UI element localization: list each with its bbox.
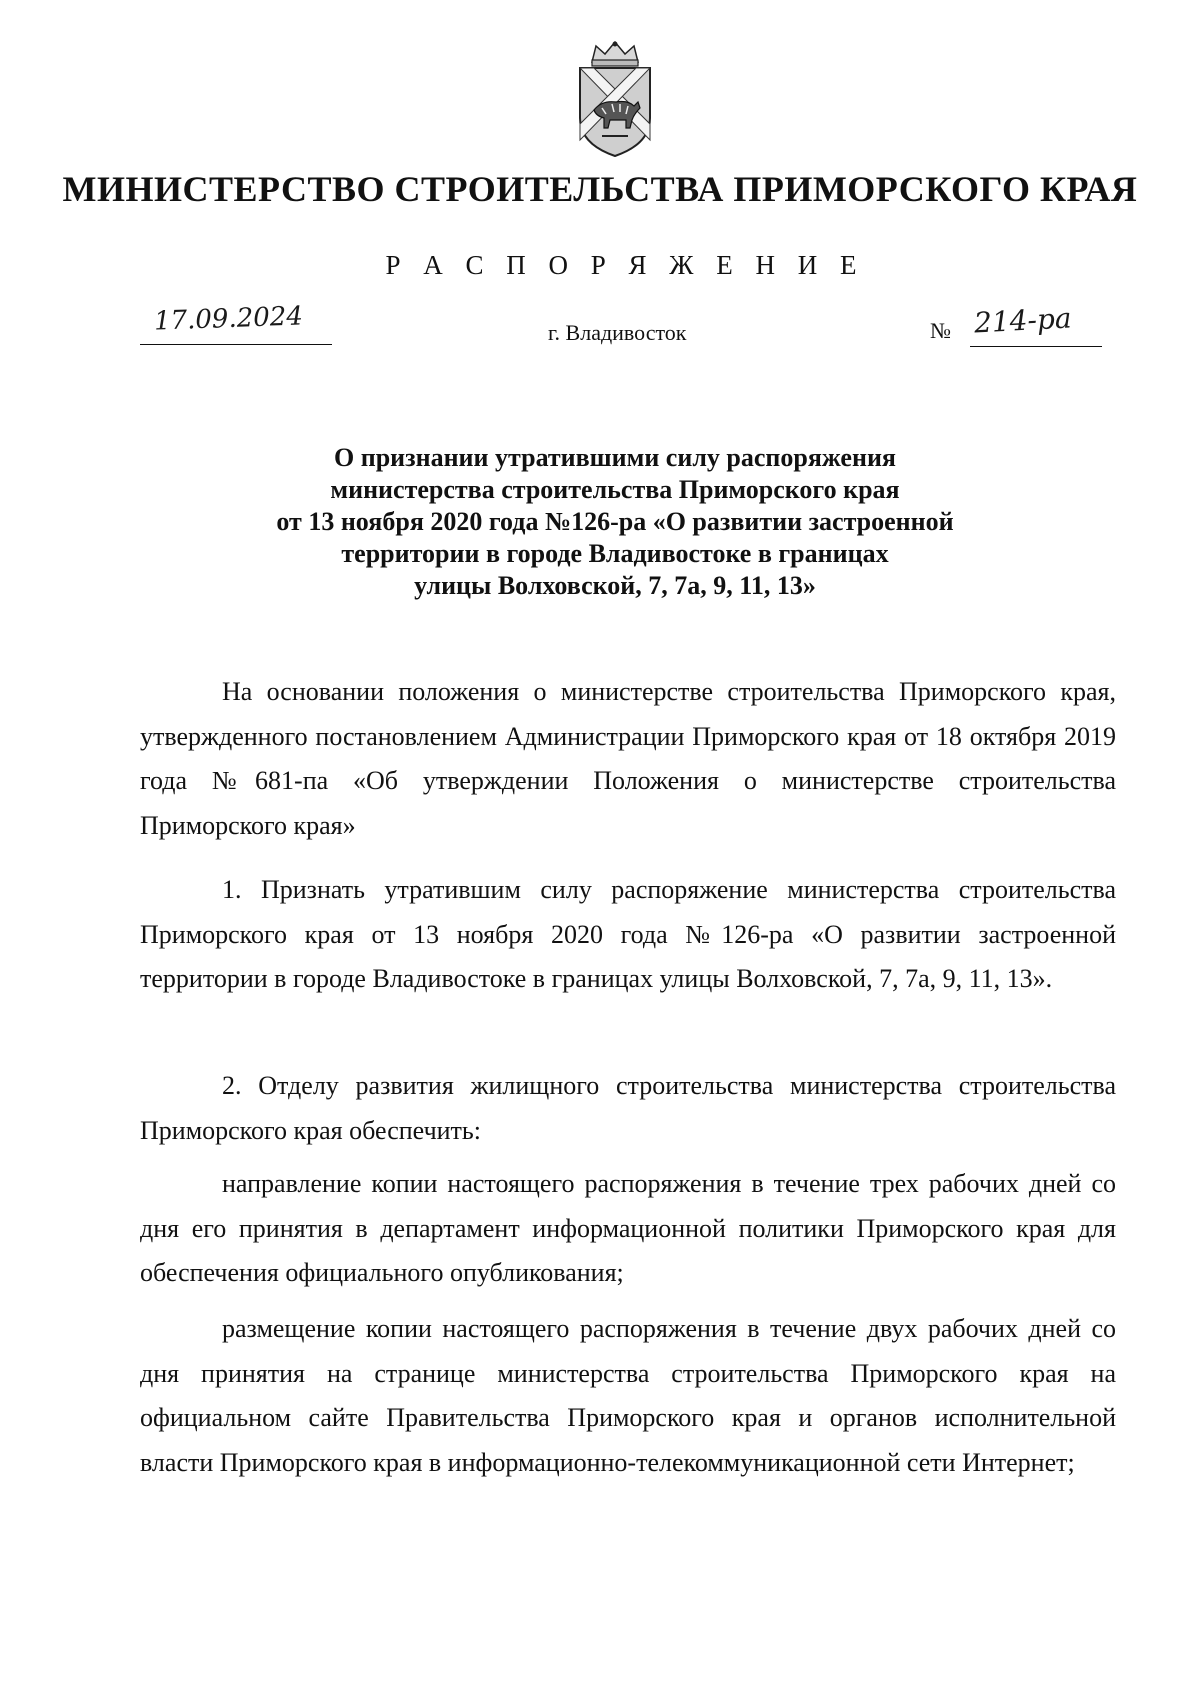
item-1-section xyxy=(140,868,1116,1002)
item-2-paragraph: 2. Отделу развития жилищного строительства министерства строительства Приморского края обеспечить: xyxy=(140,1071,1116,1145)
title-line: от 13 ноября 2020 года №126-ра «О развитии застроенной xyxy=(276,507,954,536)
item-2-sub-1-section xyxy=(140,1162,1116,1296)
coat-of-arms-icon xyxy=(572,40,658,158)
document-number: 214-ра xyxy=(973,301,1073,340)
preamble-section xyxy=(140,670,1116,848)
document-date: 17.09.2024 xyxy=(153,301,304,337)
title-line: министерства строительства Приморского края xyxy=(330,475,900,504)
date-field xyxy=(140,301,332,345)
document-city: г. Владивосток xyxy=(548,320,687,345)
organization-name: МИНИСТЕРСТВО СТРОИТЕЛЬСТВА ПРИМОРСКОГО КРАЯ xyxy=(62,169,1138,209)
preamble-paragraph: На основании положения о министерстве строительства Приморского края, утвержденного постановлением Администрации Приморского края от 18 октября 2019 года №681-па «Об утверждении Положения о министерстве строительства Приморского края» xyxy=(140,677,1116,840)
title-line: О признании утратившими силу распоряжения xyxy=(334,443,896,472)
document-title xyxy=(150,442,1080,602)
item-2-sub-1-paragraph: направление копии настоящего распоряжения в течение трех рабочих дней со дня его принятия в департамент информационной политики Приморского края для обеспечения официального опубликования; xyxy=(140,1169,1116,1287)
number-sign: № xyxy=(930,318,951,343)
title-line: территории в городе Владивостоке в границах xyxy=(341,539,889,568)
title-line: улицы Волховской, 7, 7а, 9, 11, 13» xyxy=(414,571,816,600)
number-underline xyxy=(970,346,1102,347)
item-2-section xyxy=(140,1064,1116,1153)
item-2-sub-2-paragraph: размещение копии настоящего распоряжения в течение двух рабочих дней со дня принятия на странице министерства строительства Приморского края на официальном сайте Правительства Приморского края и органов исполнительной власти Приморского края в информационно-телекоммуникационной сети Интернет; xyxy=(140,1314,1116,1477)
number-field xyxy=(930,301,1110,346)
item-2-sub-2-section xyxy=(140,1307,1116,1485)
document-type: Р А С П О Р Я Ж Е Н И Е xyxy=(385,250,865,280)
item-1-paragraph: 1. Признать утратившим силу распоряжение министерства строительства Приморского края от 13 ноября 2020 года №126-ра «О развитии застроенной территории в городе Владивостоке в границах улицы Волховской, 7, 7а, 9, 11, 13». xyxy=(140,875,1116,993)
